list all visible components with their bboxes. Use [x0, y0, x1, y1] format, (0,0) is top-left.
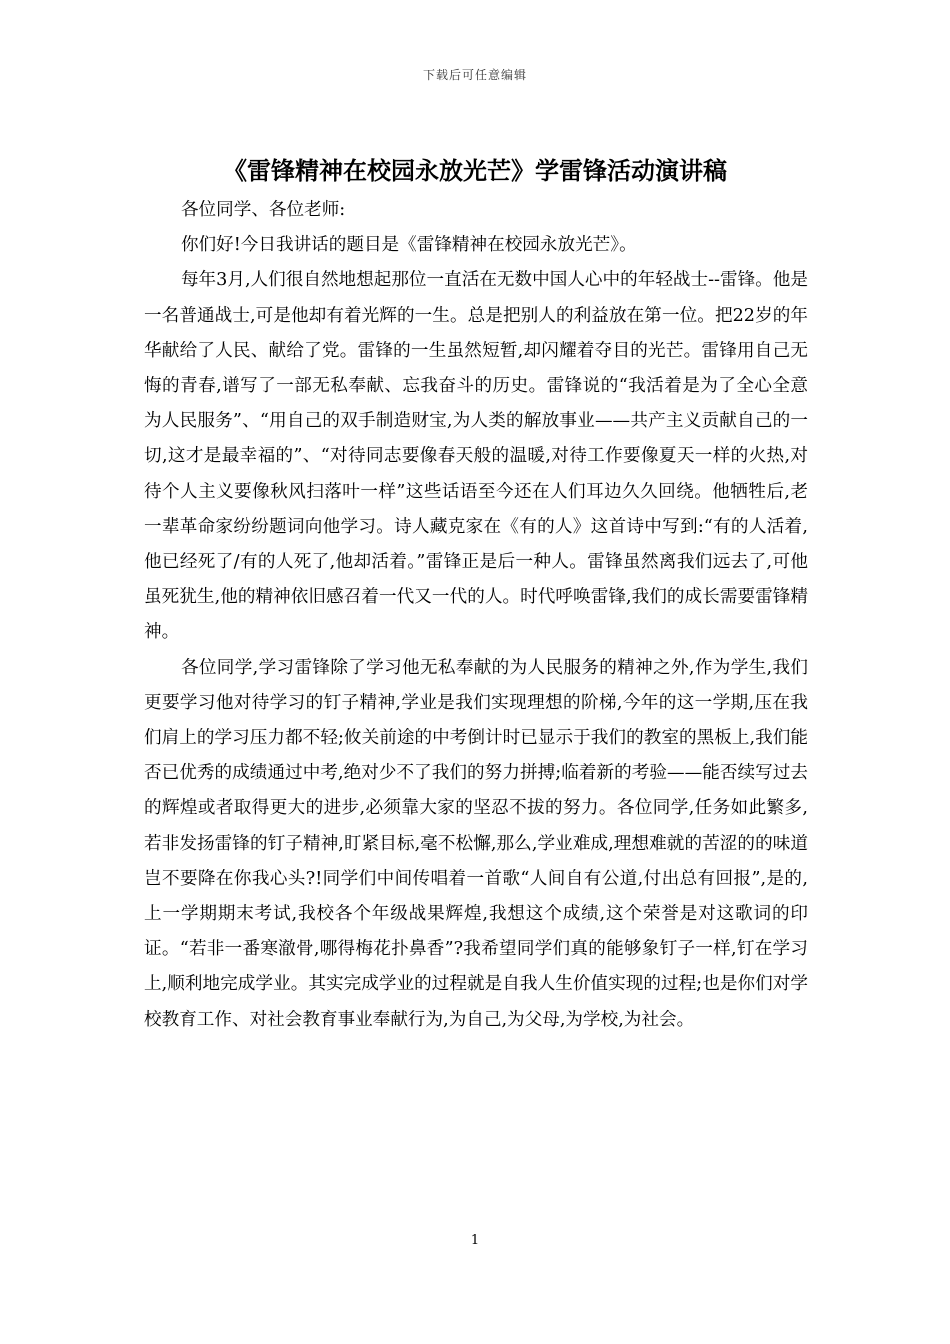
page-number: 1 — [470, 1233, 480, 1248]
body-paragraph: 各位同学,学习雷锋除了学习他无私奉献的为人民服务的精神之外,作为学生,我们更要学习他对待学习的钉子精神,学业是我们实现理想的阶梯,今年的这一学期,压在我们肩上的学习压力都不轻;攸关前途的中考倒计时已显示于我们的教室的黑板上,我们能否已优秀的成绩通过中考,绝对少不了我们的努力拼搏;临着新的考验——能否续写过去的辉煌或者取得更大的进步,必须靠大家的坚忍不拔的努力。各位同学,任务如此繁多,若非发扬雷锋的钉子精神,盯紧目标,毫不松懈,那么,学业难成,理想难就的苦涩的的味道岂不要降在你我心头?!同学们中间传唱着一首歌“人间自有公道,付出总有回报”,是的,上一学期期末考试,我校各个年级战果辉煌,我想这个成绩,这个荣誉是对这歌词的印证。“若非一番寒澈骨,哪得梅花扑鼻香”?我希望同学们真的能够象钉子一样,钉在学习上,顺利地完成学业。其实完成学业的过程就是自我人生价值实现的过程;也是你们对学校教育工作、对社会教育事业奉献行为,为自己,为父母,为学校,为社会。 — [144, 657, 808, 1030]
intro-paragraph: 你们好!今日我讲话的题目是《雷锋精神在校园永放光芒》。 — [180, 235, 637, 256]
page-title: 《雷锋精神在校园永放光芒》学雷锋活动演讲稿 — [223, 157, 727, 185]
body-paragraph: 每年3月,人们很自然地想起那位一直活在无数中国人心中的年轻战士--雷锋。他是一名普通战士,可是他却有着光辉的一生。总是把别人的利益放在第一位。把22岁的年华献给了人民、献给了党。雷锋的一生虽然短暂,却闪耀着夺目的光芒。雷锋用自己无悔的青春,谱写了一部无私奉献、忘我奋斗的历史。雷锋说的“我活着是为了全心全意为人民服务”、“用自己的双手制造财宝,为人类的解放事业——共产主义贡献自己的一切,这才是最幸福的”、“对待同志要像春天般的温暖,对待工作要像夏天一样的火热,对待个人主义要像秋风扫落叶一样”这些话语至今还在人们耳边久久回绕。他牺牲后,老一辈革命家纷纷题词向他学习。诗人藏克家在《有的人》这首诗中写到:“有的人活着,他已经死了/有的人死了,他却活着。”雷锋正是后一种人。雷锋虽然离我们远去了,可他虽死犹生,他的精神依旧感召着一代又一代的人。时代呼唤雷锋,我们的成长需要雷锋精神。 — [144, 270, 808, 643]
header-note: 下载后可任意编辑 — [422, 68, 527, 82]
document-body — [144, 193, 808, 1038]
greeting-paragraph: 各位同学、各位老师: — [180, 200, 346, 220]
